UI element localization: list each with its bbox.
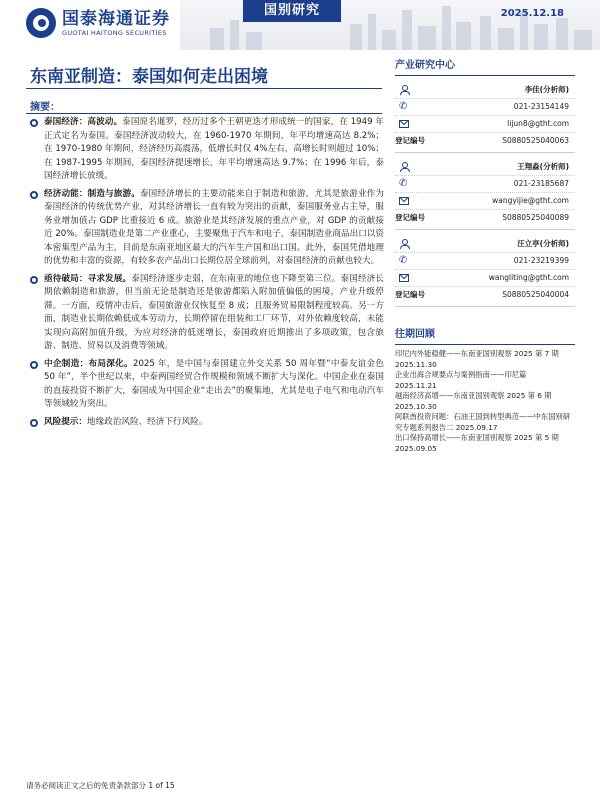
cert-label: 登记编号 (395, 136, 425, 145)
person-icon (399, 239, 409, 249)
bullet-text: 泰国原名暹罗，经历过多个王朝更迭才形成统一的国家，在 1949 年正式定名为泰国。泰国经济波动较大，在 1960-1970 年期间，年平均增速高达 8.2%；在 1970-1980 年期间，经济经历高震荡，低增长时仅 4%左右，高增长时则超过 10%；在 1987-1995 年期间，泰国经济提速增长，年平均增速高达 9.7%；在 1996 年后，泰国经济增长放缓。 (44, 117, 384, 181)
cert-label: 登记编号 (395, 213, 425, 222)
analyst-card (395, 159, 575, 230)
analyst-sidebar (395, 56, 575, 454)
report-title: 东南亚制造：泰国如何走出困境 (30, 67, 268, 87)
bullet-breakthrough (30, 273, 384, 354)
analyst-phone: 021-23154149 (513, 102, 569, 111)
report-date: 2025.12.18 (500, 8, 564, 19)
bullet-text: 泰国经济增长的主要动能来自于制造和旅游，尤其是旅游业作为泰国经济的传统优势产业，对其经济增长一直有较为突出的贡献，泰国服务业占主导，服务业增加值占 GDP 比重接近 6 成。旅游业是其经济发展的重点产业，对 GDP 的贡献接近 20%。泰国制造业是第二产业重心，主要聚焦于汽车和电子，泰国制造业商品出口以资本密集型产品为主，目前是东南亚地区最大的汽车生产国和出口国。此外，泰国凭借地理的优势和丰富的资源，有较多农产品出口长期位居全球前列，对泰国经济的贡献也较大。 (44, 188, 384, 266)
bullet-icon (30, 276, 38, 284)
mail-icon (399, 197, 409, 205)
analyst-name: 王翔淼(分析师) (517, 162, 569, 171)
bullet-heading: 风险提示： (44, 416, 87, 427)
bullet-heading: 亟待破局：寻求发展。 (44, 273, 132, 284)
analyst-phone: 021-23219399 (513, 256, 569, 265)
company-name-en: GUOTAI HAITONG SECURITIES (62, 28, 167, 37)
bullet-text: 2025 年，是中国与泰国建立外交关系 50 周年暨“中泰友谊金色 50 年”，半个世纪以来，中泰两国经贸合作规模和领域不断扩大与深化。中国企业在泰国的直接投资不断扩大，泰国成为中国企业“走出去”的聚集地，尤其是电子电气和电动汽车等领域较为突出。 (44, 358, 384, 409)
bullet-heading: 泰国经济：高波动。 (44, 117, 123, 127)
company-logo (26, 8, 170, 38)
bullet-risk (30, 416, 384, 430)
past-report-date: 2025.11.30 (395, 359, 437, 369)
disclaimer-footer: 请务必阅读正文之后的免责条款部分 1 of 15 (26, 781, 175, 790)
past-reports-list (395, 349, 575, 454)
analyst-email[interactable]: lijun8@gtht.com (507, 119, 569, 128)
bullet-icon (30, 191, 38, 199)
analyst-cert: S0880525040063 (502, 136, 569, 145)
phone-icon: ✆ (399, 178, 408, 189)
past-report-date: 2025.10.30 (395, 401, 437, 411)
bullet-text: 地缘政治风险、经济下行风险。 (86, 416, 208, 427)
past-report-item[interactable]: 印尼内外能稳健——东南亚国别观察 2025 第 7 期 (395, 349, 559, 358)
abstract-divider (26, 113, 382, 114)
company-name-cn: 国泰海通证券 (62, 8, 170, 29)
past-report-date: 2025.11.21 (395, 380, 437, 390)
analyst-name: 李佳(分析师) (524, 85, 569, 94)
bullet-text: 泰国经济逐步走弱，在东南亚的地位也下降至第三位。泰国经济长期依赖制造和旅游，但当前无论是制造还是旅游都陷入附加值偏低的困境，产业升级停滞。一方面，疫情冲击后，泰国旅游业仅恢复至 8 成；且服务贸易限制程度较高。另一方面，制造业长期依赖低成本劳动力，长期停留在组装和工厂环节，对外依赖度较高，未能实现向高附加值升级，为应对经济的低迷增长，泰国政府近期推出了多项政策，包含旅游、制造、贸易以及消费等领域。 (44, 273, 384, 351)
person-icon (399, 162, 409, 172)
report-type-badge: 国别研究 (243, 0, 341, 22)
analyst-phone: 021-23185687 (513, 179, 569, 188)
past-report-item[interactable]: 出口保持高增长——东南亚国别观察 2025 第 5 期 (395, 433, 559, 442)
bullet-icon (30, 119, 38, 127)
past-report-item[interactable]: 越南经济高增——东南亚国别观察 2025 第 6 期 (395, 391, 552, 400)
analyst-name: 汪立亭(分析师) (517, 239, 569, 248)
bullet-economy (30, 116, 384, 184)
bullet-chinese-manufacturing (30, 358, 384, 412)
phone-icon: ✆ (399, 255, 408, 266)
title-divider (26, 88, 382, 89)
past-report-item[interactable]: 企业出海合规要点与案例指南——印尼篇 (395, 370, 527, 379)
bullet-heading: 中企制造：布局深化。 (44, 358, 133, 369)
bullet-heading: 经济动能：制造与旅游。 (44, 188, 140, 199)
mail-icon (399, 274, 409, 282)
abstract-bullets (30, 116, 384, 433)
mail-icon (399, 120, 409, 128)
bullet-icon (30, 361, 38, 369)
report-header (0, 0, 600, 52)
analyst-cert: S0880525040089 (502, 213, 569, 222)
bullet-drivers (30, 188, 384, 269)
past-reports-heading: 往期回顾 (395, 325, 575, 345)
analyst-card (395, 82, 575, 153)
sidebar-heading: 产业研究中心 (395, 56, 575, 76)
analyst-email[interactable]: wangliting@gtht.com (488, 273, 569, 282)
abstract-label: 摘要： (30, 102, 60, 113)
logo-mark-icon (26, 8, 56, 38)
analyst-email[interactable]: wangyijie@gtht.com (492, 196, 569, 205)
analyst-card (395, 236, 575, 307)
past-report-item[interactable]: 阿联酋投资问题：石油王国到转型典范——中东国别研究专题系列报告二 2025.09.17 (395, 412, 571, 432)
analyst-cert: S0880525040004 (502, 290, 569, 299)
past-report-date: 2025.09.05 (395, 443, 437, 453)
bullet-icon (30, 419, 38, 427)
person-icon (399, 85, 409, 95)
phone-icon: ✆ (399, 101, 408, 112)
cert-label: 登记编号 (395, 290, 425, 299)
